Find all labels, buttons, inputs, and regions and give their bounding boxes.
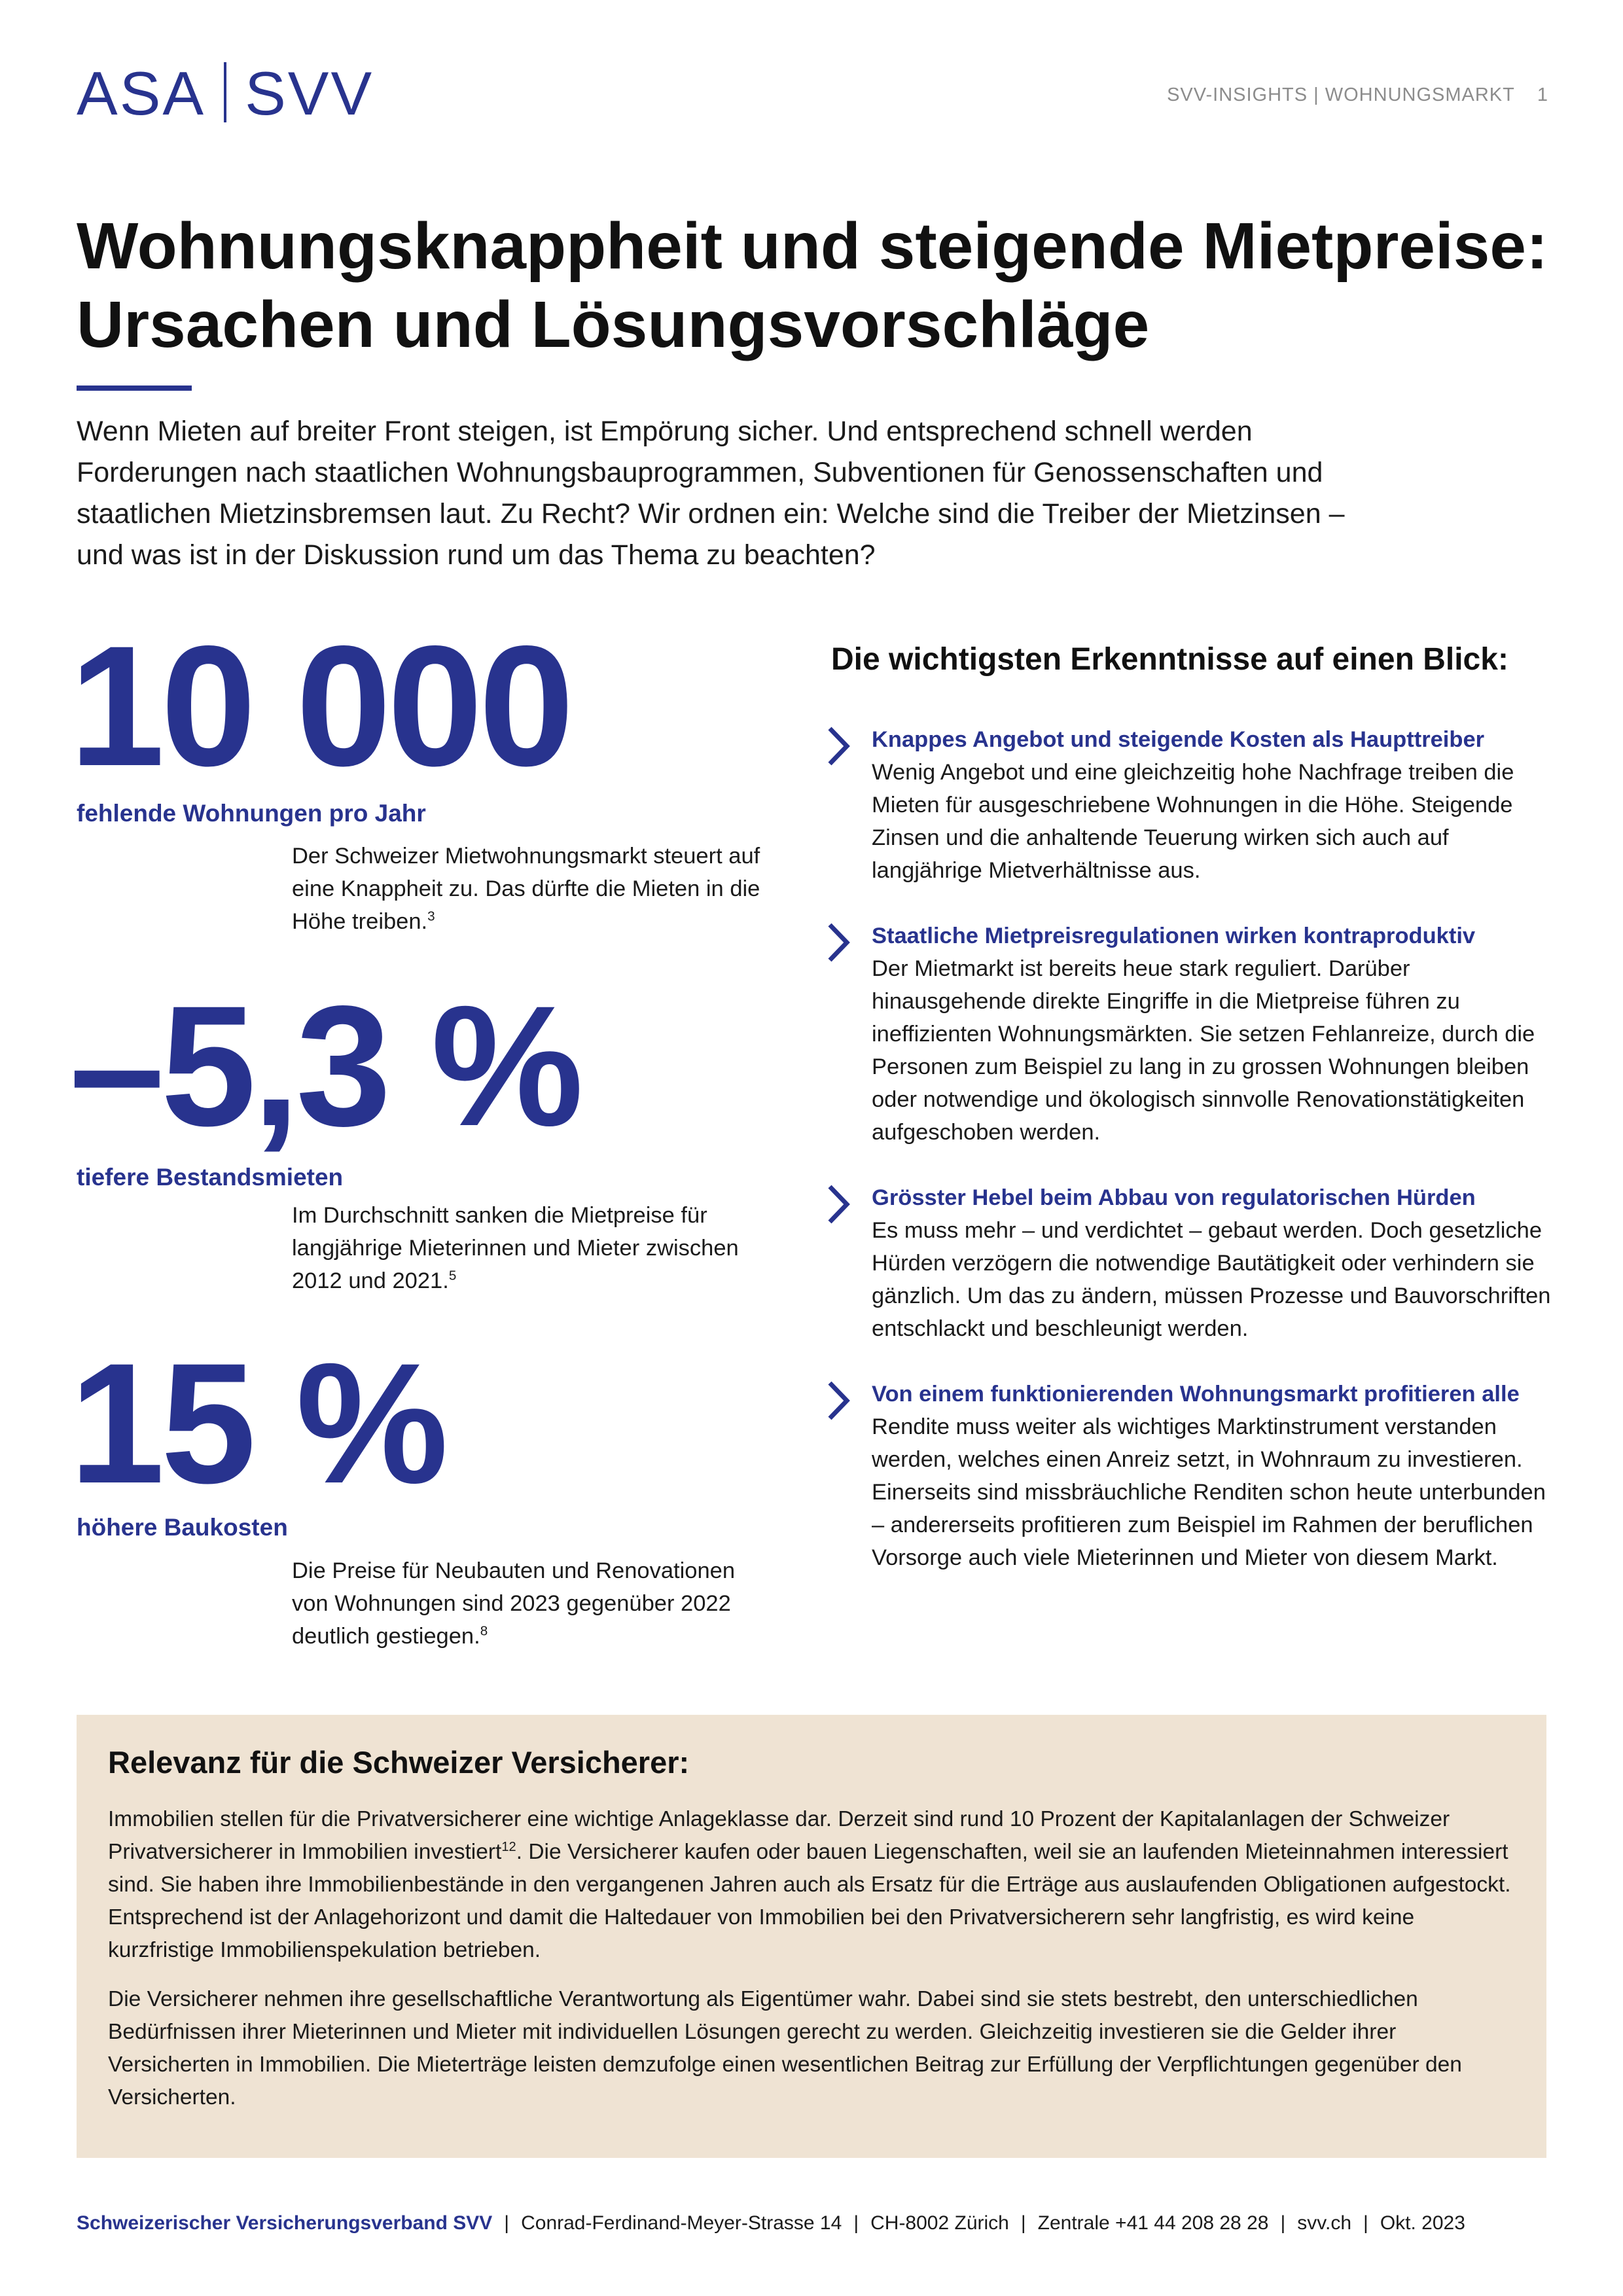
stat-text-body: Im Durchschnitt sanken die Mietpreise für langjährige Mieterinnen und Mieter zwischen 2012 und 2021. [292,1203,739,1293]
relevance-paragraph-2: Die Versicherer nehmen ihre gesellschaftliche Verantwortung als Eigentümer wahr. Dabei sind sie stets bestrebt, den unterschiedlichen Bedürfnissen ihrer Mieterinnen und Mieter mit individuellen Lösungen gerecht zu werden. Gleichzeitig investieren sie die Gelder ihrer Versicherten in Immobilien. Die Mieterträge leisten demzufolge einen wesentlichen Beitrag zur Erfüllung der Verpflichtungen gegenüber den Versicherten. [108,1987,1462,2109]
stat-label-existing-rents: tiefere Bestandsmieten [77,1164,344,1191]
footer-city: CH-8002 Zürich [870,2212,1009,2234]
relevance-box [77,1715,1546,2158]
title-line-1: Wohnungsknappheit und steigende Mietpreise: [77,209,1548,283]
footer-separator: | [504,2212,510,2234]
key-finding-item [826,1378,1552,1574]
relevance-p1-text: Immobilien stellen für die Privatversicherer eine wichtige Anlageklasse dar. Derzeit sind rund 10 Prozent der Kapitalanlagen der Schweizer Privatversicherer in Immobilien investiert [108,1807,1450,1864]
key-finding-heading: Staatliche Mietpreisregulationen wirken kontraproduktiv [872,924,1476,948]
key-finding-text: Es muss mehr – und verdichtet – gebaut werden. Doch gesetzliche Hürden verzögern die notwendige Bautätigkeit oder verhindern sie gänzlich. Um das zu ändern, müssen Prozesse und Bauvorschriften entschlackt und beschleunigt werden. [872,1218,1551,1341]
chevron-right-icon [826,922,852,963]
footnote-ref: 3 [427,908,435,924]
footnote-ref: 12 [501,1839,516,1854]
stat-value-construction-costs: 15 % [69,1327,445,1519]
footer-date: Okt. 2023 [1380,2212,1465,2234]
key-finding-heading: Knappes Angebot und steigende Kosten als Haupttreiber [872,727,1485,752]
running-head-text: SVV-INSIGHTS | WOHNUNGSMARKT [1167,84,1515,105]
stat-text-existing-rents [292,1199,776,1297]
footer-web-link[interactable]: svv.ch [1297,2212,1352,2234]
stat-text-body: Der Schweizer Mietwohnungsmarkt steuert auf eine Knappheit zu. Das dürfte die Mieten in die Höhe treiben. [292,844,760,934]
relevance-p1-text-cont: . Die Versicherer kaufen oder bauen Liegenschaften, weil sie an laufenden Mieteinnahmen interessiert sind. Sie haben ihre Immobilienbestände in den vergangenen Jahren auch als Ersatz für die Erträge aus auslaufenden Obligationen aufgestockt. Entsprechend ist der Anlagehorizont und damit die Haltedauer von Immobilien bei den Privatversicherern sehr langfristig, es wird keine kurzfristige Immobilienspekulation betrieben. [108,1840,1511,1962]
footnote-ref: 8 [480,1623,488,1639]
footer-phone: Zentrale +41 44 208 28 28 [1037,2212,1269,2234]
footer-address: Conrad-Ferdinand-Meyer-Strasse 14 [521,2212,842,2234]
stat-label-construction-costs: höhere Baukosten [77,1514,288,1541]
asa-svv-logo [77,59,374,128]
title-underline [77,386,192,391]
footer-separator: | [853,2212,859,2234]
key-finding-text: Der Mietmarkt ist bereits heue stark reguliert. Darüber hinausgehende direkte Eingriffe in die Mietpreise führen zu ineffizienten Wohnungsmärkten. Sie setzen Fehlanreize, durch die Personen zum Beispiel zu lang in zu grossen Wohnungen bleiben oder notwendige und ökologisch sinnvolle Renovationstätigkeiten aufgeschoben werden. [872,956,1535,1145]
key-finding-item [826,1181,1552,1345]
page-title [77,207,1556,364]
footer-org: Schweizerischer Versicherungsverband SVV [77,2212,493,2234]
key-finding-heading: Von einem funktionierenden Wohnungsmarkt profitieren alle [872,1382,1520,1407]
stat-value-existing-rents: –5,3 % [69,970,580,1162]
key-finding-text: Wenig Angebot und eine gleichzeitig hohe Nachfrage treiben die Mieten für ausgeschriebene Wohnungen in die Höhe. Steigende Zinsen und die anhaltende Teuerung wirken sich auch auf langjährige Mietverhältnisse aus. [872,760,1514,883]
footer-separator: | [1280,2212,1286,2234]
running-head [1167,84,1548,106]
key-finding-item [826,920,1552,1149]
logo-asa: ASA [77,59,206,128]
logo-svv: SVV [245,59,374,128]
key-finding-text: Rendite muss weiter als wichtiges Marktinstrument verstanden werden, welches einen Anreiz setzt, in Wohnraum zu investieren. Einerseits sind missbräuchliche Renditen schon heute unterbunden – andererseits profitieren zum Beispiel im Rahmen der beruflichen Vorsorge auch viele Mieterinnen und Mieter von diesem Markt. [872,1414,1546,1570]
stat-text-construction-costs [292,1554,776,1653]
footer [77,2212,1465,2234]
title-line-2: Ursachen und Lösungsvorschläge [77,288,1150,361]
key-finding-item [826,723,1552,887]
chevron-right-icon [826,1380,852,1421]
relevance-paragraph-1 [108,1803,1515,1967]
relevance-title: Relevanz für die Schweizer Versicherer: [108,1745,690,1780]
page-number: 1 [1537,84,1548,105]
chevron-right-icon [826,1184,852,1225]
stat-label-missing-flats: fehlende Wohnungen pro Jahr [77,800,426,827]
stat-value-missing-flats: 10 000 [69,610,571,802]
footnote-ref: 5 [448,1268,457,1283]
stat-text-missing-flats [292,840,776,938]
footer-separator: | [1363,2212,1368,2234]
footer-separator: | [1020,2212,1026,2234]
chevron-right-icon [826,726,852,766]
key-findings-title: Die wichtigsten Erkenntnisse auf einen Blick: [831,642,1508,677]
stat-text-body: Die Preise für Neubauten und Renovationen von Wohnungen sind 2023 gegenüber 2022 deutlich gestiegen. [292,1558,736,1649]
logo-divider [224,62,226,122]
key-finding-heading: Grösster Hebel beim Abbau von regulatorischen Hürden [872,1185,1476,1210]
lead-paragraph: Wenn Mieten auf breiter Front steigen, ist Empörung sicher. Und entsprechend schnell werden Forderungen nach staatlichen Wohnungsbauprogrammen, Subventionen für Genossenschaften und staatlichen Mietzinsbremsen laut. Zu Recht? Wir ordnen ein: Welche sind die Treiber der Mietzinsen – und was ist in der Diskussion rund um das Thema zu beachten? [77,416,1345,571]
